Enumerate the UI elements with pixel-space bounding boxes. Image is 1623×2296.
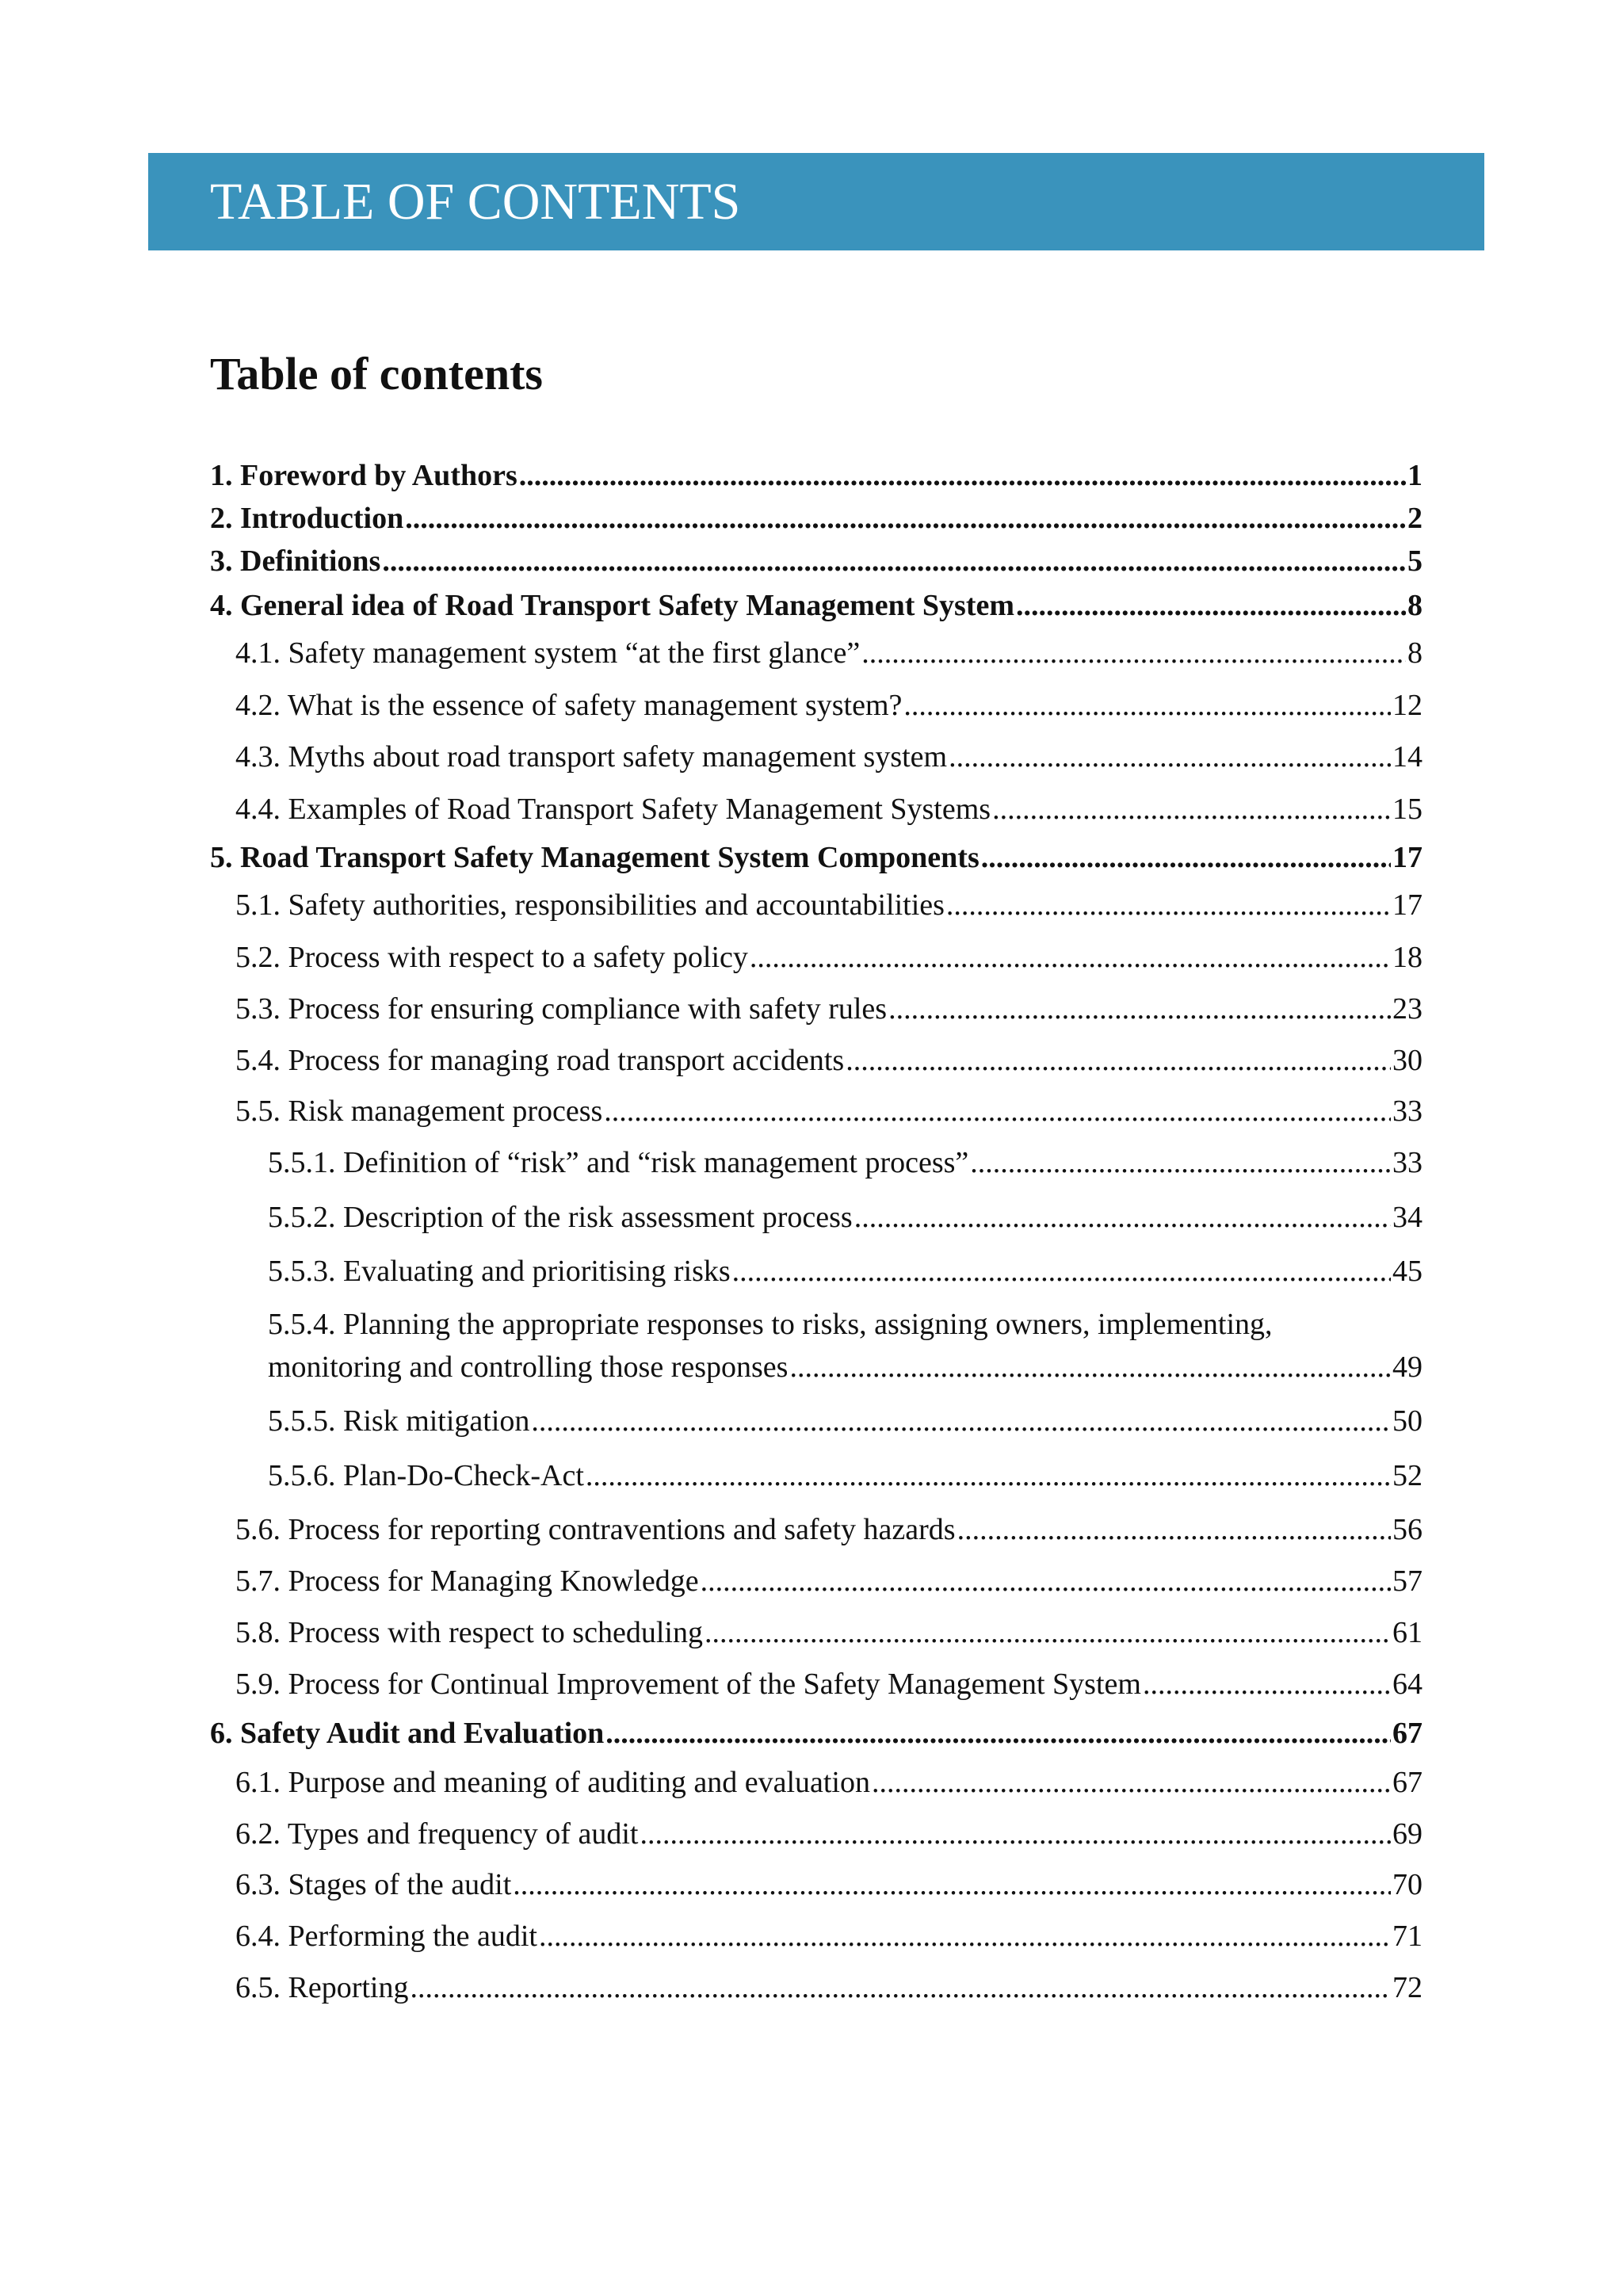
toc-entry-page: 49 [1392, 1350, 1423, 1384]
dot-leader [854, 1198, 1391, 1236]
toc-entry-title: 5.6. Process for reporting contraventions and safety hazards [235, 1513, 956, 1546]
toc-entry[interactable] [235, 634, 1423, 672]
toc-entry[interactable] [235, 1969, 1423, 2007]
dot-leader [410, 1969, 1391, 2007]
toc-entry-page: 30 [1392, 1044, 1423, 1077]
toc-entry[interactable] [210, 499, 1423, 537]
toc-entry-page: 64 [1392, 1668, 1423, 1701]
toc-entry[interactable] [210, 457, 1423, 495]
toc-entry-title: 4. General idea of Road Transport Safety Management System [210, 589, 1014, 622]
toc-entry[interactable] [235, 738, 1423, 776]
toc-entry[interactable] [235, 1614, 1423, 1652]
toc-entry[interactable] [235, 990, 1423, 1028]
toc-entry-page: 23 [1392, 992, 1423, 1026]
dot-leader [861, 634, 1406, 672]
toc-entry[interactable] [268, 1348, 1423, 1386]
toc-entry-title: 6.5. Reporting [235, 1971, 409, 2004]
toc-entry[interactable] [235, 1917, 1423, 1955]
toc-entry-page: 14 [1392, 740, 1423, 774]
toc-entry-title: 4.1. Safety management system “at the first glance” [235, 636, 861, 670]
toc-entry-title: 5.8. Process with respect to scheduling [235, 1616, 703, 1649]
toc-entry-page: 56 [1392, 1513, 1423, 1546]
toc-entry-page: 17 [1392, 841, 1423, 874]
dot-leader [946, 886, 1391, 924]
toc-entry[interactable] [235, 790, 1423, 828]
dot-leader [382, 542, 1406, 580]
toc-entry-title: 4.3. Myths about road transport safety management system [235, 740, 948, 774]
toc-entry[interactable] [235, 886, 1423, 924]
dot-leader [970, 1144, 1391, 1182]
toc-entry-page: 33 [1392, 1146, 1423, 1179]
toc-entry-page: 70 [1392, 1868, 1423, 1901]
toc-entry-title: 6.3. Stages of the audit [235, 1868, 512, 1901]
toc-entry-page: 72 [1392, 1971, 1423, 2004]
toc-entry[interactable] [235, 1511, 1423, 1549]
toc-entry[interactable] [268, 1457, 1423, 1495]
toc-entry-page: 1 [1407, 459, 1423, 492]
toc-entry-title: 5.9. Process for Continual Improvement of the Safety Management System [235, 1668, 1141, 1701]
toc-entry[interactable] [210, 542, 1423, 580]
toc-entry-title: 5.3. Process for ensuring compliance with safety rules [235, 992, 888, 1026]
toc-entry-title: 6.1. Purpose and meaning of auditing and evaluation [235, 1766, 870, 1799]
toc-entry-title: 3. Definitions [210, 544, 381, 578]
dot-leader [888, 990, 1391, 1028]
dot-leader [992, 790, 1391, 828]
dot-leader [903, 686, 1391, 724]
dot-leader [531, 1402, 1391, 1440]
toc-entry[interactable] [235, 1866, 1423, 1904]
toc-entry-page: 8 [1407, 589, 1423, 622]
toc-entry[interactable] [235, 1815, 1423, 1853]
toc-entry-page: 5 [1407, 544, 1423, 578]
dot-leader [949, 738, 1391, 776]
toc-entry-title: 5.5.2. Description of the risk assessment process [268, 1201, 853, 1234]
toc-entry-title: 5.5. Risk management process [235, 1095, 603, 1128]
toc-entry-page: 15 [1392, 793, 1423, 826]
toc-entry-page: 67 [1392, 1766, 1423, 1799]
toc-entry-page: 71 [1392, 1920, 1423, 1953]
toc-entry-title: 5.5.1. Definition of “risk” and “risk management process” [268, 1146, 969, 1179]
toc-entry-page: 12 [1392, 689, 1423, 722]
toc-entry[interactable] [235, 686, 1423, 724]
dot-leader [586, 1457, 1391, 1495]
dot-leader [640, 1815, 1391, 1853]
dot-leader [605, 1714, 1391, 1752]
toc-entry-page: 34 [1392, 1201, 1423, 1234]
dot-leader [604, 1092, 1391, 1130]
toc-entry[interactable] [268, 1402, 1423, 1440]
toc-entry-page: 52 [1392, 1459, 1423, 1492]
toc-heading: Table of contents [210, 348, 543, 399]
toc-entry[interactable] [235, 938, 1423, 976]
toc-entry[interactable] [235, 1092, 1423, 1130]
toc-entry[interactable] [235, 1041, 1423, 1079]
toc-entry-title: 5.4. Process for managing road transport accidents [235, 1044, 845, 1077]
dot-leader [981, 839, 1391, 877]
dot-leader [872, 1763, 1391, 1801]
toc-entry-page: 8 [1407, 636, 1423, 670]
toc-entry-line: 5.5.4. Planning the appropriate responses to risks, assigning owners, implementing, [268, 1308, 1273, 1341]
toc-entry[interactable] [210, 839, 1423, 877]
dot-leader [539, 1917, 1391, 1955]
toc-entry-title: 6.2. Types and frequency of audit [235, 1817, 639, 1851]
dot-leader [705, 1614, 1391, 1652]
toc-entry-title: 6. Safety Audit and Evaluation [210, 1717, 605, 1750]
toc-entry[interactable] [235, 1562, 1423, 1600]
toc-entry-title: 5. Road Transport Safety Management System Components [210, 841, 980, 874]
toc-entry[interactable] [235, 1763, 1423, 1801]
toc-entry[interactable] [210, 1714, 1423, 1752]
dot-leader [513, 1866, 1391, 1904]
toc-entry-title: 4.4. Examples of Road Transport Safety Management Systems [235, 793, 991, 826]
toc-entry-page: 33 [1392, 1095, 1423, 1128]
dot-leader [846, 1041, 1391, 1079]
toc-entry-page: 57 [1392, 1564, 1423, 1598]
toc-entry-title: 2. Introduction [210, 502, 404, 535]
toc-entry-page: 2 [1407, 502, 1423, 535]
dot-leader [405, 499, 1406, 537]
dot-leader [732, 1252, 1391, 1290]
toc-entry-page: 45 [1392, 1255, 1423, 1288]
toc-entry-title: 1. Foreword by Authors [210, 459, 517, 492]
toc-entry[interactable] [268, 1144, 1423, 1182]
toc-entry-page: 50 [1392, 1404, 1423, 1438]
toc-entry-page: 69 [1392, 1817, 1423, 1851]
toc-entry-page: 67 [1392, 1717, 1423, 1750]
toc-entry-page: 17 [1392, 888, 1423, 922]
toc-entry[interactable] [235, 1665, 1423, 1703]
dot-leader [701, 1562, 1391, 1600]
toc-entry-title: 5.2. Process with respect to a safety policy [235, 941, 748, 974]
toc-entry-title: 5.1. Safety authorities, responsibilities and accountabilities [235, 888, 945, 922]
toc-entry-title: 5.5.5. Risk mitigation [268, 1404, 530, 1438]
toc-entry-title: 5.7. Process for Managing Knowledge [235, 1564, 699, 1598]
toc-entry-title: 4.2. What is the essence of safety management system? [235, 689, 903, 722]
dot-leader [750, 938, 1391, 976]
dot-leader [957, 1511, 1391, 1549]
toc-entry-title: monitoring and controlling those responses [268, 1350, 789, 1384]
toc-entry-title: 5.5.6. Plan-Do-Check-Act [268, 1459, 584, 1492]
toc-entry-title: 5.5.3. Evaluating and prioritising risks [268, 1255, 731, 1288]
dot-leader [789, 1348, 1391, 1386]
dot-leader [519, 457, 1406, 495]
dot-leader [1016, 586, 1406, 625]
toc-entry-title: 6.4. Performing the audit [235, 1920, 537, 1953]
toc-entry[interactable] [268, 1252, 1423, 1290]
toc-entry[interactable] [210, 586, 1423, 625]
toc-entry-page: 61 [1392, 1616, 1423, 1649]
toc-entry[interactable] [268, 1198, 1423, 1236]
dot-leader [1143, 1665, 1391, 1703]
toc-entry-page: 18 [1392, 941, 1423, 974]
banner-title: TABLE OF CONTENTS [210, 173, 741, 231]
